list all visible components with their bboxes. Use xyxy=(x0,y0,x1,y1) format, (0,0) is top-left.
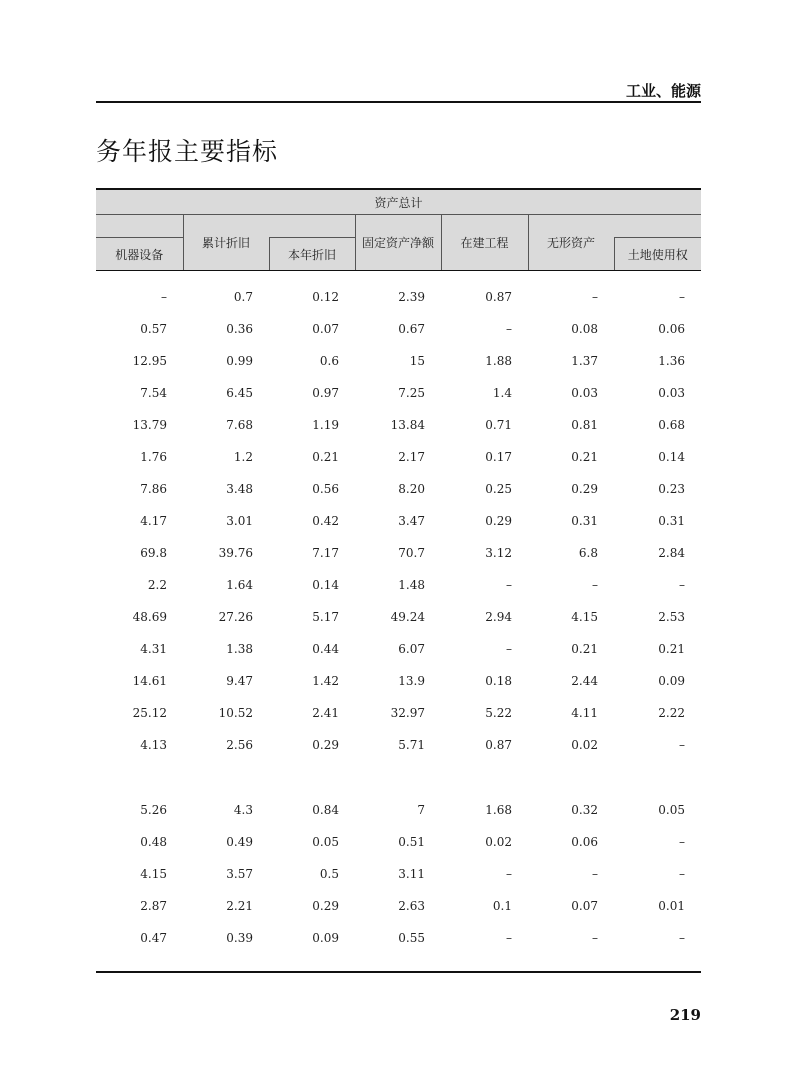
table-cell: 0.05 xyxy=(312,835,339,849)
table-cell: 0.87 xyxy=(485,738,512,752)
table-cell: 0.49 xyxy=(226,835,253,849)
table-row xyxy=(96,473,701,505)
table-cell: – xyxy=(506,578,512,592)
table-cell: 15 xyxy=(409,354,425,368)
table-cell: 7.86 xyxy=(140,482,167,496)
column-header-land-use-rights: 土地使用权 xyxy=(614,238,701,271)
table-cell: 1.2 xyxy=(233,450,253,464)
table-body xyxy=(96,271,701,955)
table-cell: 2.84 xyxy=(658,546,685,560)
table-cell: 0.21 xyxy=(571,642,598,656)
table-cell: 3.48 xyxy=(226,482,253,496)
table-row xyxy=(96,537,701,569)
table-cell: 0.17 xyxy=(485,450,512,464)
table-cell: 4.11 xyxy=(571,706,598,720)
table-row xyxy=(96,858,701,890)
table-cell: 0.99 xyxy=(226,354,253,368)
table-cell: 39.76 xyxy=(218,546,253,560)
table-row xyxy=(96,569,701,601)
table-cell: – xyxy=(592,931,598,945)
table-cell: 0.84 xyxy=(312,803,339,817)
table-cell: 0.21 xyxy=(571,450,598,464)
table-cell: – xyxy=(506,642,512,656)
table-cell: 2.44 xyxy=(571,674,598,688)
table-row xyxy=(96,890,701,922)
table-row xyxy=(96,313,701,345)
table-cell: 6.45 xyxy=(226,386,253,400)
table-cell: – xyxy=(506,931,512,945)
bottom-rule xyxy=(96,971,701,973)
table-cell: – xyxy=(506,322,512,336)
table-cell: 13.79 xyxy=(132,418,167,432)
table-cell: 6.07 xyxy=(398,642,425,656)
table-cell: 0.12 xyxy=(312,290,339,304)
table-cell: 2.41 xyxy=(312,706,339,720)
column-header-net-fixed-assets: 固定资产净额 xyxy=(355,215,441,271)
table-cell: 0.09 xyxy=(658,674,685,688)
table-cell: 0.47 xyxy=(140,931,167,945)
table-cell: – xyxy=(592,578,598,592)
column-header-accumulated-depreciation: 累计折旧 xyxy=(183,215,269,271)
table-cell: 0.57 xyxy=(140,322,167,336)
table-cell: 7.17 xyxy=(312,546,339,560)
table-cell: 2.53 xyxy=(658,610,685,624)
table-cell: 0.51 xyxy=(398,835,425,849)
table-cell: 1.19 xyxy=(312,418,339,432)
table-cell: 25.12 xyxy=(132,706,167,720)
table-cell: 0.05 xyxy=(658,803,685,817)
table-cell: 3.47 xyxy=(398,514,425,528)
table-cell: 1.37 xyxy=(571,354,598,368)
table-row xyxy=(96,697,701,729)
table-cell: 2.56 xyxy=(226,738,253,752)
table-cell: 8.20 xyxy=(398,482,425,496)
table-cell: 0.14 xyxy=(658,450,685,464)
table-cell: – xyxy=(679,738,685,752)
table-cell: 1.88 xyxy=(485,354,512,368)
table-cell: 0.06 xyxy=(658,322,685,336)
table-cell: 1.36 xyxy=(658,354,685,368)
table-cell: 0.81 xyxy=(571,418,598,432)
table-cell: 5.71 xyxy=(398,738,425,752)
table-cell: 0.02 xyxy=(571,738,598,752)
table-cell: 1.4 xyxy=(492,386,512,400)
table-cell: 0.32 xyxy=(571,803,598,817)
table-cell: 0.87 xyxy=(485,290,512,304)
table-row xyxy=(96,729,701,761)
running-head: 工业、能源 xyxy=(625,82,701,100)
table-cell: 7.25 xyxy=(398,386,425,400)
table-cell: 5.22 xyxy=(485,706,512,720)
table-cell: 0.03 xyxy=(658,386,685,400)
table-cell: 2.94 xyxy=(485,610,512,624)
table-cell: 6.8 xyxy=(578,546,598,560)
table-cell: – xyxy=(679,835,685,849)
table-cell: 2.2 xyxy=(147,578,167,592)
table-cell: 0.09 xyxy=(312,931,339,945)
column-header-intangible-assets: 无形资产 xyxy=(528,215,614,271)
table-cell: 0.01 xyxy=(658,899,685,913)
header-rule xyxy=(96,101,701,103)
table-cell: 0.29 xyxy=(571,482,598,496)
table-row xyxy=(96,794,701,826)
table-cell: 3.01 xyxy=(226,514,253,528)
table-cell: 4.3 xyxy=(233,803,253,817)
table-cell: 13.9 xyxy=(398,674,425,688)
table-cell: 4.15 xyxy=(571,610,598,624)
table-cell: 2.17 xyxy=(398,450,425,464)
column-header-construction-in-progress: 在建工程 xyxy=(441,215,528,271)
table-cell: 3.57 xyxy=(226,867,253,881)
table-cell: 1.68 xyxy=(485,803,512,817)
table-cell: 9.47 xyxy=(226,674,253,688)
table-cell: 0.68 xyxy=(658,418,685,432)
table-cell: 0.02 xyxy=(485,835,512,849)
table-cell: 0.55 xyxy=(398,931,425,945)
table-cell: 2.63 xyxy=(398,899,425,913)
table-cell: 0.67 xyxy=(398,322,425,336)
table-cell: 4.13 xyxy=(140,738,167,752)
table-cell: 7.54 xyxy=(140,386,167,400)
table-cell: 3.12 xyxy=(485,546,512,560)
table-cell: 3.11 xyxy=(398,867,425,881)
table-cell: 12.95 xyxy=(132,354,167,368)
table-cell: 2.22 xyxy=(658,706,685,720)
table-cell: 0.29 xyxy=(312,899,339,913)
table-row xyxy=(96,505,701,537)
table-cell: 4.31 xyxy=(140,642,167,656)
table-cell: – xyxy=(679,867,685,881)
column-header-machinery-equipment: 机器设备 xyxy=(96,238,183,271)
table-cell: 0.36 xyxy=(226,322,253,336)
table-cell: 0.5 xyxy=(319,867,339,881)
table-cell: 7.68 xyxy=(226,418,253,432)
table-cell: 0.31 xyxy=(658,514,685,528)
table-cell: 0.06 xyxy=(571,835,598,849)
table-cell: 0.29 xyxy=(485,514,512,528)
table-cell: 0.31 xyxy=(571,514,598,528)
table-cell: 70.7 xyxy=(398,546,425,560)
table-row xyxy=(96,922,701,954)
table-cell: 0.03 xyxy=(571,386,598,400)
group-header-total-assets: 资产总计 xyxy=(96,189,701,215)
table-cell: 1.76 xyxy=(140,450,167,464)
table-cell: 5.26 xyxy=(140,803,167,817)
table-cell: 1.64 xyxy=(226,578,253,592)
table-cell: 0.07 xyxy=(571,899,598,913)
table-row xyxy=(96,601,701,633)
table-row xyxy=(96,441,701,473)
table-row xyxy=(96,633,701,665)
table-cell: 2.39 xyxy=(398,290,425,304)
table-cell: 0.07 xyxy=(312,322,339,336)
table-cell: – xyxy=(679,931,685,945)
table-cell: 0.1 xyxy=(492,899,512,913)
table-cell: 4.17 xyxy=(140,514,167,528)
table-cell: – xyxy=(679,290,685,304)
table-cell: 2.87 xyxy=(140,899,167,913)
table-cell: – xyxy=(161,290,167,304)
table-row xyxy=(96,826,701,858)
table-cell: 0.44 xyxy=(312,642,339,656)
data-table xyxy=(96,188,701,954)
table-row xyxy=(96,665,701,697)
table-cell: 1.42 xyxy=(312,674,339,688)
table-cell: 0.08 xyxy=(571,322,598,336)
table-cell: 0.23 xyxy=(658,482,685,496)
table-cell: 0.56 xyxy=(312,482,339,496)
table-cell: 14.61 xyxy=(132,674,167,688)
table-row xyxy=(96,271,701,314)
table-cell: 2.21 xyxy=(226,899,253,913)
data-table-wrapper xyxy=(96,188,701,954)
table-cell: 27.26 xyxy=(218,610,253,624)
table-cell: 10.52 xyxy=(218,706,253,720)
table-cell: – xyxy=(506,867,512,881)
table-cell: 0.14 xyxy=(312,578,339,592)
table-cell: 0.42 xyxy=(312,514,339,528)
table-cell: 0.21 xyxy=(312,450,339,464)
table-cell: 1.38 xyxy=(226,642,253,656)
table-cell: 1.48 xyxy=(398,578,425,592)
table-cell: 0.48 xyxy=(140,835,167,849)
page-title: 务年报主要指标 xyxy=(96,137,279,166)
table-row xyxy=(96,409,701,441)
table-cell: – xyxy=(592,867,598,881)
page-number: 219 xyxy=(669,1006,701,1024)
column-header-annual-depreciation: 本年折旧 xyxy=(269,238,355,271)
table-cell: 4.15 xyxy=(140,867,167,881)
table-cell: 0.39 xyxy=(226,931,253,945)
table-cell: 0.7 xyxy=(233,290,253,304)
table-cell: 32.97 xyxy=(390,706,425,720)
table-cell: 0.97 xyxy=(312,386,339,400)
table-cell: – xyxy=(679,578,685,592)
table-row xyxy=(96,377,701,409)
table-cell: 0.6 xyxy=(319,354,339,368)
table-cell: 5.17 xyxy=(312,610,339,624)
table-cell: 0.29 xyxy=(312,738,339,752)
table-row xyxy=(96,345,701,377)
table-cell: 69.8 xyxy=(140,546,167,560)
table-cell: – xyxy=(592,290,598,304)
table-cell: 0.25 xyxy=(485,482,512,496)
table-cell: 0.21 xyxy=(658,642,685,656)
table-cell: 0.18 xyxy=(485,674,512,688)
row-spacer xyxy=(96,761,701,794)
table-cell: 7 xyxy=(417,803,425,817)
table-cell: 49.24 xyxy=(390,610,425,624)
table-cell: 48.69 xyxy=(132,610,167,624)
table-cell: 0.71 xyxy=(485,418,512,432)
table-cell: 13.84 xyxy=(390,418,425,432)
